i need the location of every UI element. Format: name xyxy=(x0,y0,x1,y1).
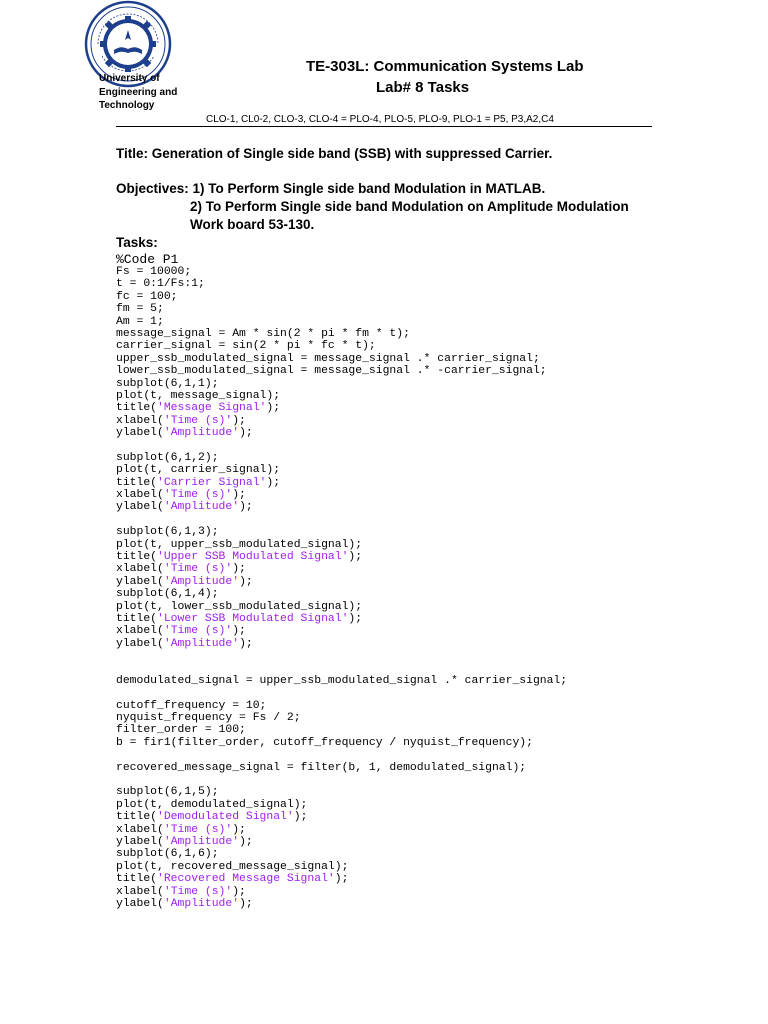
university-name xyxy=(99,72,209,113)
code-line xyxy=(116,328,567,340)
code-line xyxy=(116,650,567,662)
code-line xyxy=(116,873,567,885)
code-line xyxy=(116,489,567,501)
university-name-line: University of xyxy=(99,73,160,84)
matlab-code-block xyxy=(116,266,567,910)
code-text: ylabel( xyxy=(116,835,164,848)
code-line xyxy=(116,464,567,476)
code-text: ylabel( xyxy=(116,427,164,440)
code-string-literal: 'Time (s)' xyxy=(163,885,233,898)
code-line xyxy=(116,539,567,551)
code-line xyxy=(116,415,567,427)
code-string-literal: 'Lower SSB Modulated Signal' xyxy=(157,612,349,625)
code-line xyxy=(116,675,567,687)
code-string-literal: 'Amplitude' xyxy=(163,427,240,440)
code-line xyxy=(116,700,567,712)
code-text: title( xyxy=(116,402,158,415)
code-line xyxy=(116,861,567,873)
tasks-heading: Tasks: xyxy=(116,235,158,250)
code-text: plot(t, lower_ssb_modulated_signal); xyxy=(116,600,363,613)
code-line xyxy=(116,663,567,675)
code-line xyxy=(116,303,567,315)
university-name-line: Technology xyxy=(99,100,155,111)
code-text: ); xyxy=(232,563,246,576)
code-line xyxy=(116,402,567,414)
code-text: carrier_signal = sin(2 * pi * fc * t); xyxy=(116,340,376,353)
lab-title: Lab# 8 Tasks xyxy=(376,79,470,96)
code-text: xlabel( xyxy=(116,885,164,898)
code-line xyxy=(116,898,567,910)
code-line xyxy=(116,514,567,526)
code-line xyxy=(116,762,567,774)
code-text: title( xyxy=(116,476,158,489)
code-heading: %Code P1 xyxy=(116,252,179,267)
code-line xyxy=(116,439,567,451)
code-text: ); xyxy=(232,625,246,638)
course-title: TE-303L: Communication Systems Lab xyxy=(306,58,584,75)
code-text: t = 0:1/Fs:1; xyxy=(116,278,205,291)
code-text: subplot(6,1,1); xyxy=(116,377,219,390)
code-string-literal: 'Amplitude' xyxy=(163,835,240,848)
code-text: title( xyxy=(116,811,158,824)
code-line xyxy=(116,477,567,489)
code-text: ); xyxy=(348,550,363,563)
code-string-literal: 'Amplitude' xyxy=(163,575,240,588)
code-text: filter_order = 100; xyxy=(116,724,246,737)
code-string-literal: 'Message Signal' xyxy=(157,402,267,415)
code-line xyxy=(116,526,567,538)
code-line xyxy=(116,625,567,637)
code-text: nyquist_frequency = Fs / 2; xyxy=(116,712,301,725)
objective-2: 2) To Perform Single side band Modulation on Amplitude Modulation xyxy=(190,199,629,214)
code-text: subplot(6,1,6); xyxy=(116,848,219,861)
code-text: ylabel( xyxy=(116,897,164,910)
code-text: ); xyxy=(348,612,363,625)
code-line xyxy=(116,799,567,811)
code-text: ); xyxy=(266,476,281,489)
objective-2-continued: Work board 53-130. xyxy=(190,217,315,232)
code-line xyxy=(116,551,567,563)
code-string-literal: 'Recovered Message Signal' xyxy=(157,873,335,886)
code-string-literal: 'Time (s)' xyxy=(163,489,233,502)
code-string-literal: 'Time (s)' xyxy=(163,414,233,427)
code-text: ); xyxy=(239,501,253,514)
code-line xyxy=(116,724,567,736)
code-text: plot(t, demodulated_signal); xyxy=(116,798,308,811)
code-text: b = fir1(filter_order, cutoff_frequency / nyquist_frequency); xyxy=(116,736,533,749)
code-string-literal: 'Time (s)' xyxy=(163,823,233,836)
code-text: ); xyxy=(239,897,253,910)
code-line xyxy=(116,886,567,898)
code-string-literal: 'Upper SSB Modulated Signal' xyxy=(157,550,349,563)
code-text: ); xyxy=(232,823,246,836)
code-text: xlabel( xyxy=(116,625,164,638)
code-line xyxy=(116,291,567,303)
header-divider xyxy=(116,126,652,127)
code-line xyxy=(116,774,567,786)
code-text: subplot(6,1,3); xyxy=(116,526,219,539)
code-line xyxy=(116,278,567,290)
code-line xyxy=(116,824,567,836)
code-line xyxy=(116,353,567,365)
code-line xyxy=(116,378,567,390)
code-text: Fs = 10000; xyxy=(116,266,192,278)
code-text: ); xyxy=(239,835,253,848)
university-name-line: Engineering and xyxy=(99,86,178,98)
code-line xyxy=(116,811,567,823)
code-string-literal: 'Time (s)' xyxy=(163,563,233,576)
code-string-literal: 'Time (s)' xyxy=(163,625,233,638)
code-line xyxy=(116,737,567,749)
code-text: Am = 1; xyxy=(116,315,164,328)
code-text: ylabel( xyxy=(116,575,164,588)
code-string-literal: 'Amplitude' xyxy=(163,501,240,514)
code-text: demodulated_signal = upper_ssb_modulated_signal .* carrier_signal; xyxy=(116,674,568,687)
code-text: plot(t, upper_ssb_modulated_signal); xyxy=(116,538,363,551)
code-text: ); xyxy=(239,637,253,650)
code-line xyxy=(116,749,567,761)
code-text: recovered_message_signal = filter(b, 1, demodulated_signal); xyxy=(116,761,527,774)
code-string-literal: 'Amplitude' xyxy=(163,897,240,910)
code-text: fm = 5; xyxy=(116,303,164,316)
code-text: ); xyxy=(266,402,281,415)
code-line xyxy=(116,501,567,513)
code-text: subplot(6,1,2); xyxy=(116,451,219,464)
code-text: ); xyxy=(232,885,246,898)
code-text: title( xyxy=(116,612,158,625)
code-text: subplot(6,1,4); xyxy=(116,588,219,601)
code-line xyxy=(116,848,567,860)
code-text: ylabel( xyxy=(116,501,164,514)
code-text: plot(t, recovered_message_signal); xyxy=(116,860,349,873)
code-line xyxy=(116,712,567,724)
code-text: plot(t, message_signal); xyxy=(116,389,281,402)
lab-title-statement: Title: Generation of Single side band (SSB) with suppressed Carrier. xyxy=(116,146,553,161)
code-text: ); xyxy=(239,427,253,440)
code-line xyxy=(116,687,567,699)
code-string-literal: 'Amplitude' xyxy=(163,637,240,650)
code-text: ylabel( xyxy=(116,637,164,650)
code-line xyxy=(116,563,567,575)
code-string-literal: 'Demodulated Signal' xyxy=(157,811,294,824)
code-line xyxy=(116,588,567,600)
code-text: message_signal = Am * sin(2 * pi * fm * t); xyxy=(116,327,410,340)
code-line xyxy=(116,576,567,588)
code-line xyxy=(116,390,567,402)
code-text: title( xyxy=(116,873,158,886)
code-line xyxy=(116,601,567,613)
code-text: upper_ssb_modulated_signal = message_signal .* carrier_signal; xyxy=(116,352,540,365)
code-line xyxy=(116,613,567,625)
code-text: ); xyxy=(239,575,253,588)
code-text: ); xyxy=(334,873,349,886)
code-line xyxy=(116,427,567,439)
code-text: ); xyxy=(293,811,308,824)
code-text: xlabel( xyxy=(116,489,164,502)
code-text: fc = 100; xyxy=(116,290,178,303)
code-line xyxy=(116,266,567,278)
code-text: title( xyxy=(116,550,158,563)
code-line xyxy=(116,365,567,377)
code-line xyxy=(116,638,567,650)
code-text: plot(t, carrier_signal); xyxy=(116,464,281,477)
code-line xyxy=(116,316,567,328)
code-text: cutoff_frequency = 10; xyxy=(116,699,267,712)
code-line xyxy=(116,786,567,798)
code-text: xlabel( xyxy=(116,823,164,836)
code-line xyxy=(116,340,567,352)
code-text: lower_ssb_modulated_signal = message_signal .* -carrier_signal; xyxy=(116,365,547,378)
code-text: ); xyxy=(232,489,246,502)
code-text: xlabel( xyxy=(116,414,164,427)
clo-plo-mapping: CLO-1, CL0-2, CLO-3, CLO-4 = PLO-4, PLO-5, PLO-9, PLO-1 = P5, P3,A2,C4 xyxy=(206,114,554,125)
code-text: subplot(6,1,5); xyxy=(116,786,219,799)
objective-1: Objectives: 1) To Perform Single side band Modulation in MATLAB. xyxy=(116,181,546,196)
code-line xyxy=(116,452,567,464)
code-line xyxy=(116,836,567,848)
code-string-literal: 'Carrier Signal' xyxy=(157,476,267,489)
code-text: ); xyxy=(232,414,246,427)
code-text: xlabel( xyxy=(116,563,164,576)
